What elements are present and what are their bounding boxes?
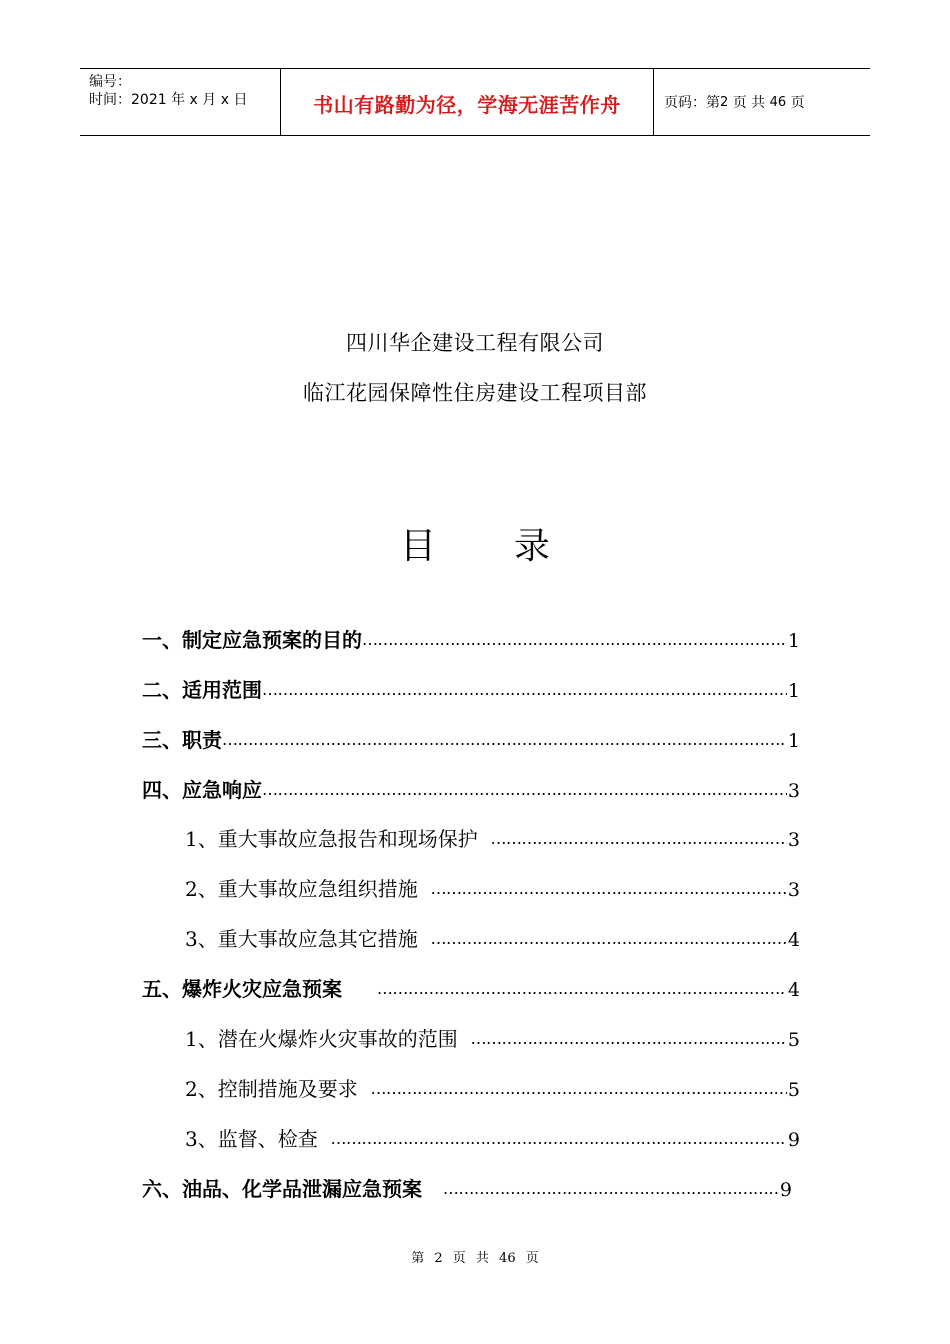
document-header [80, 68, 870, 136]
toc-entry[interactable] [185, 923, 800, 953]
page-footer: 第 2 页 共 46 页 [411, 1251, 539, 1266]
toc-leader [443, 1179, 779, 1198]
header-time-value: 2021 年 x 月 x 日 [131, 92, 248, 108]
toc-leader [490, 829, 786, 848]
toc-entry-page: 3 [787, 829, 800, 851]
toc-leader [370, 1079, 786, 1098]
toc-entry-label: 六、油品、化学品泄漏应急预案 [142, 1177, 422, 1201]
header-meta-cell [80, 69, 281, 135]
header-page-mid: 页 共 [732, 95, 766, 111]
toc-leader [330, 1129, 786, 1148]
toc-leader [430, 879, 786, 898]
header-page-end: 页 [790, 95, 805, 111]
toc-entry-page: 5 [787, 1029, 800, 1051]
toc-entry-label: 1、重大事故应急报告和现场保护 [185, 827, 478, 851]
toc-entry-page: 5 [787, 1079, 800, 1101]
toc-entry-label: 二、适用范围 [142, 678, 262, 702]
header-motto: 书山有路勤为径，学海无涯苦作舟 [313, 92, 621, 117]
toc-title-part1: 目 [399, 526, 436, 567]
toc-entry-label: 四、应急响应 [142, 778, 262, 802]
toc-entry[interactable] [142, 674, 800, 704]
toc-entry-page: 4 [787, 929, 800, 951]
toc-entry[interactable] [185, 823, 800, 853]
toc-entry-page: 3 [787, 879, 800, 901]
header-page-current: 2 [720, 94, 729, 110]
toc-entry[interactable] [185, 1023, 800, 1053]
toc-entry[interactable] [142, 973, 800, 1003]
header-page-total: 46 [769, 94, 787, 110]
toc-leader [262, 780, 787, 799]
toc-title-part2: 录 [514, 526, 551, 567]
toc-entry-page: 1 [787, 680, 800, 702]
header-page-label: 页码：第 [664, 95, 720, 111]
toc-entry[interactable] [185, 1073, 800, 1103]
header-motto-cell [281, 69, 654, 135]
toc-entry-page: 3 [787, 780, 800, 802]
toc-entry-page: 1 [787, 730, 800, 752]
toc-entry-label: 三、职责 [142, 728, 222, 752]
toc-entry-page: 1 [787, 630, 800, 652]
project-name: 临江花园保障性住房建设工程项目部 [303, 381, 647, 405]
toc-entry-label: 3、监督、检查 [185, 1127, 318, 1151]
toc-entry[interactable] [142, 774, 800, 804]
toc-leader [430, 929, 786, 948]
toc-entry-label: 3、重大事故应急其它措施 [185, 927, 418, 951]
toc-entry[interactable] [185, 1123, 800, 1153]
toc-leader [222, 730, 787, 749]
header-time-line [89, 91, 280, 109]
header-time-label: 时间： [89, 92, 131, 108]
toc-entry-label: 一、制定应急预案的目的 [142, 628, 362, 652]
header-number-label: 编号： [89, 74, 131, 90]
toc-title [0, 518, 950, 569]
toc-entry-label: 2、重大事故应急组织措施 [185, 877, 418, 901]
toc-entry[interactable] [142, 1173, 792, 1203]
toc-entry-label: 五、爆炸火灾应急预案 [142, 977, 342, 1001]
toc-entry-page: 9 [779, 1179, 792, 1201]
toc-entry[interactable] [142, 724, 800, 754]
toc-leader [470, 1029, 786, 1048]
toc-leader [362, 630, 787, 649]
toc-entry[interactable] [142, 624, 800, 654]
toc-entry-page: 9 [787, 1129, 800, 1151]
toc-entry-label: 1、潜在火爆炸火灾事故的范围 [185, 1027, 458, 1051]
toc-leader [377, 979, 787, 998]
toc-entry-page: 4 [787, 979, 800, 1001]
toc-entry-label: 2、控制措施及要求 [185, 1077, 358, 1101]
toc-entry[interactable] [185, 873, 800, 903]
company-name: 四川华企建设工程有限公司 [346, 331, 604, 355]
toc-leader [262, 680, 787, 699]
header-page-cell [654, 69, 870, 135]
